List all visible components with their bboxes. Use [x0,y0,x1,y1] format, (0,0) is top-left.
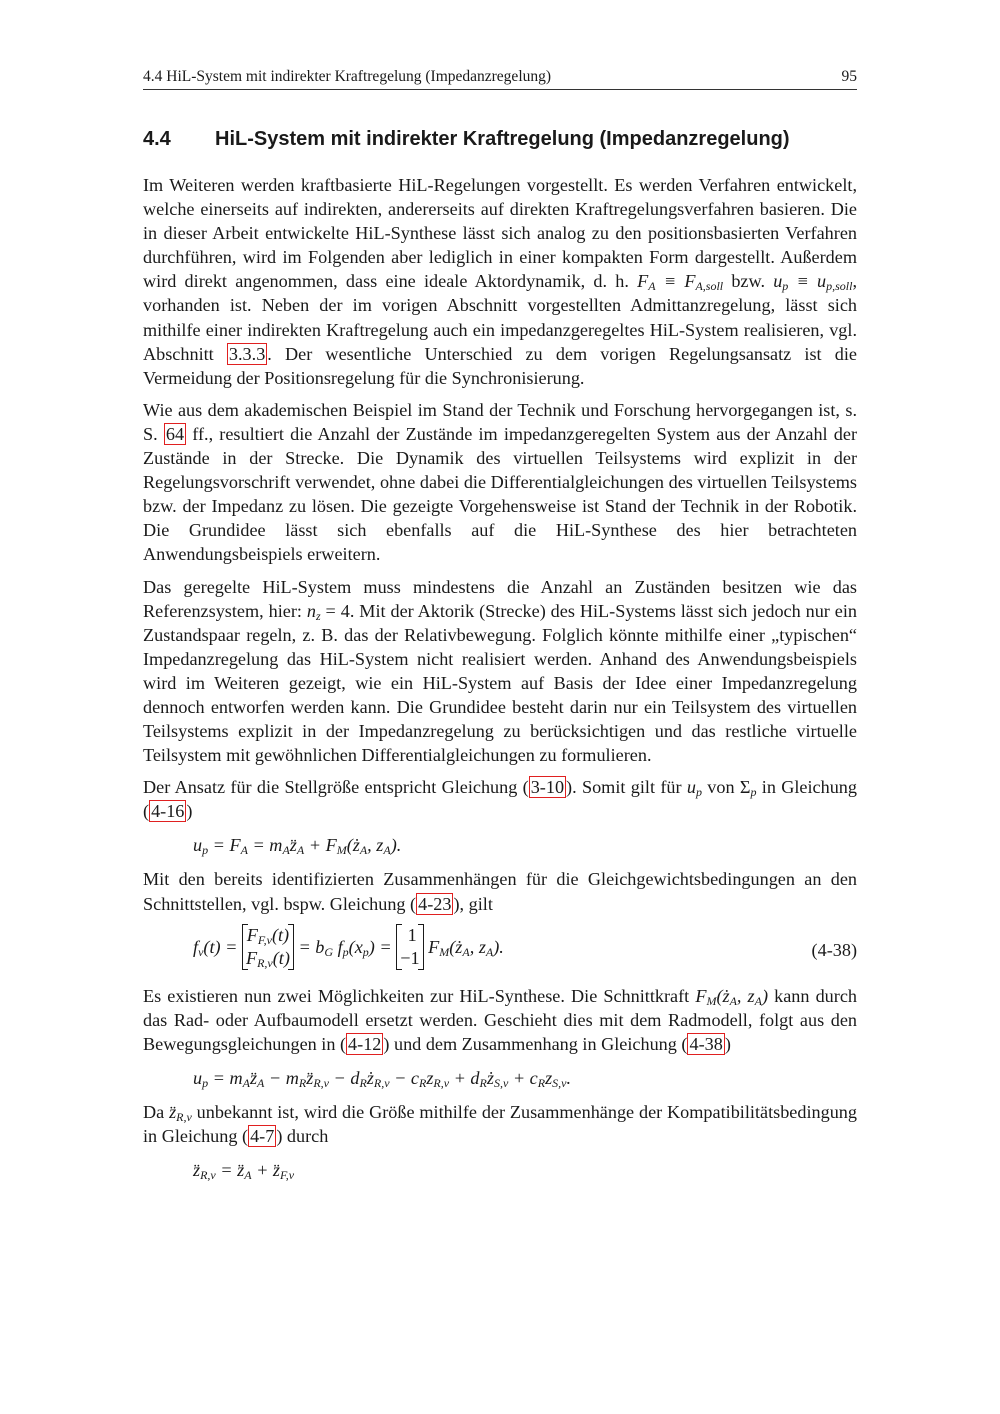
equation-ref-link[interactable]: 3-10 [530,777,565,798]
equation-ref-link[interactable]: 4-16 [151,801,185,822]
text: von Σ [701,777,751,798]
equation-ref-link[interactable]: 4-12 [348,1033,382,1054]
vector-bracket: $F_{F,v}(t)$ $F_{R,v}(t)$ [242,924,294,970]
text: Der Ansatz für die Stellgröße entspricht Gleichung ( [143,777,529,798]
math-inline: $u_p \equiv u_{p,soll}$ [773,271,853,294]
paragraph-1 [143,173,857,390]
equation-up-radmodell: $u_p$ = $m_Az̈_A$ − $m_Rz̈_{R,v}$ − $d_Rż_{R,v} - c_Rz_{R,v}$ + $d_Rż_{S,v} + c_Rz_{S,v}$. [193,1067,572,1090]
section-heading [143,125,857,153]
page-number: 95 [841,68,857,85]
text: = 4. Mit der Aktorik (Strecke) des HiL-Systems lässt sich jedoch nur ein Zustandspaar regeln, z. B. das der Relativbewegung. Folglich könnte mithilfe einer „typischen“ Impedanzregelung das HiL-System nicht realisiert werden. Anhand des Anwendungsbeispiels wird im Weiteren gezeigt, wie ein HiL-System auf Basis der Idee einer Impedanzregelung dennoch entworfen werden kann. Die Grundidee besteht darin nur ein Teilsystem des virtuellen Teilsystems explizit in der Impedanzregelung zu berücksichtigen und das restliche virtuelle Teilsystem mit gewöhnlichen Differentialgleichungen zu formulieren. [143,600,858,766]
text: ff., resultiert die Anzahl der Zustände im impedanzgeregelten System aus der Anzahl der Zustände in der Strecke. Die Dynamik des virtuellen Teilsystems wird explizit in der Regelungsvorschrift verwendet, ohne dabei die Differentialgleichungen des virtuellen Teilsystems bzw. der Impedanz zu lösen. Die gezeigte Vorgehensweise ist Stand der Technik in der Robotik. Die Grundidee lässt sich ebenfalls auf die HiL-Synthese des hier betrachteten Anwendungsbeispiels erweitern. [143,423,857,565]
text: ). Somit gilt für [566,777,687,798]
text: Wie aus dem akademischen Beispiel im Stand der Technik und Forschung hervorgegangen ist, s. S. [143,399,857,444]
page [143,0,857,1414]
paragraph-6 [143,984,857,1056]
body-text [143,173,857,1192]
equation-4-38: $f_v(t)$ = $F_{F,v}(t)$ $F_{R,v}(t)$ = $b_G$ $f_p(x_p)$ = 1 −1 $F_M(ż_A$, $z_A$). (4-38) [193,924,857,970]
paragraph-4: Der Ansatz für die Stellgröße entspricht Gleichung ( 3-10 ). Somit gilt für $u_p$ von $\Sigma_p$ in Gleichung ( 4-16 ) [143,777,857,822]
paragraph-7 [143,1100,857,1148]
running-header [143,66,857,90]
text: unbekannt ist, wird die Größe mithilfe der Zusammenhänge der Kompatibilitätsbedingung in Gleichung ( [143,1101,857,1146]
equation-compatibility: $z̈_{R,v}$ = $z̈_A$ + $z̈_{F,v}$ [193,1160,295,1183]
equation-ref-link[interactable]: 4-7 [250,1126,275,1146]
equation-ref-link[interactable]: 4-23 [418,893,452,914]
text: Das geregelte HiL-System muss mindestens die Anzahl an Zuständen besitzen wie das Referenzsystem, hier: [143,576,857,621]
equation-ref-link[interactable]: 4-38 [689,1033,723,1054]
math-inline: $n_z$ [306,600,321,623]
text: , vorhanden ist. Neben der im vorigen Abschnitt vorgestellten Admittanzregelung, lässt sich mithilfe einer indirekten Kraftregelung auch ein impedanzgeregeltes HiL-System realisieren, vgl. Abschnitt [143,271,857,364]
equation-up: $u_p = F_A$ = $m_Az̈_A$ + $F_M(ż_A$, $z_A$). [193,835,402,858]
section-number: 4.4 [143,128,171,150]
text: ) durch [276,1126,329,1146]
paragraph-3 [143,575,857,768]
math-inline: $F_A \equiv F_{A,soll}$ [637,271,724,294]
vector-bracket: 1 −1 [396,924,423,970]
math-inline: $u_p$ [686,777,702,800]
text: bzw. [723,271,774,292]
text: ), gilt [453,893,493,914]
running-title: 4.4 HiL-System mit indirekter Kraftregelung (Impedanzregelung) [143,68,552,85]
page-ref-link[interactable]: 64 [165,423,185,444]
text: Es existieren nun zwei Möglichkeiten zur HiL-Synthese. Die Schnittkraft [143,985,696,1006]
section-title: HiL-System mit indirekter Kraftregelung (Impedanzregelung) [215,128,790,150]
section-ref-link[interactable]: 3.3.3 [228,343,266,364]
paragraph-5 [143,867,857,915]
text: Mit den bereits identifizierten Zusammenhängen für die Gleichgewichtsbedingungen an den Schnittstellen, vgl. bspw. Gleichung ( [143,869,857,914]
text: ) [186,801,193,822]
math-inline: $F_M(ż_A$, $z_A$) [695,985,769,1008]
text: ) und dem Zusammenhang in Gleichung ( [383,1033,688,1054]
paragraph-2 [143,398,857,567]
equation-number: (4-38) [811,939,857,960]
text: Im Weiteren werden kraftbasierte HiL-Regelungen vorgestellt. Es werden Verfahren entwickelt, welche einerseits auf indirekten, andererseits auf direkten Kraftregelungsverfahren basieren. Die in dieser Arbeit entwickelte HiL-Synthese lässt sich analog zu den positionsbasierten Verfahren durchführen, wird im Folgenden aber lediglich in einer kompakten Form dargestellt. Außerdem wird direkt angenommen, dass eine ideale Aktordynamik, d. h. [143,175,857,292]
text: in Gleichung ( [143,777,857,822]
text: kann durch das Rad- oder Aufbaumodell ersetzt werden. Geschieht dies mit dem Radmodell, folgt aus den Bewegungsgleichungen in ( [143,985,857,1054]
text: Da [143,1101,170,1122]
math-inline: $z̈_{R,v}$ [169,1101,192,1124]
text: ) [724,1033,731,1054]
text: . Der wesentliche Unterschied zu dem vorigen Regelungsansatz ist die Vermeidung der Positionsregelung für die Synchronisierung. [143,343,857,388]
